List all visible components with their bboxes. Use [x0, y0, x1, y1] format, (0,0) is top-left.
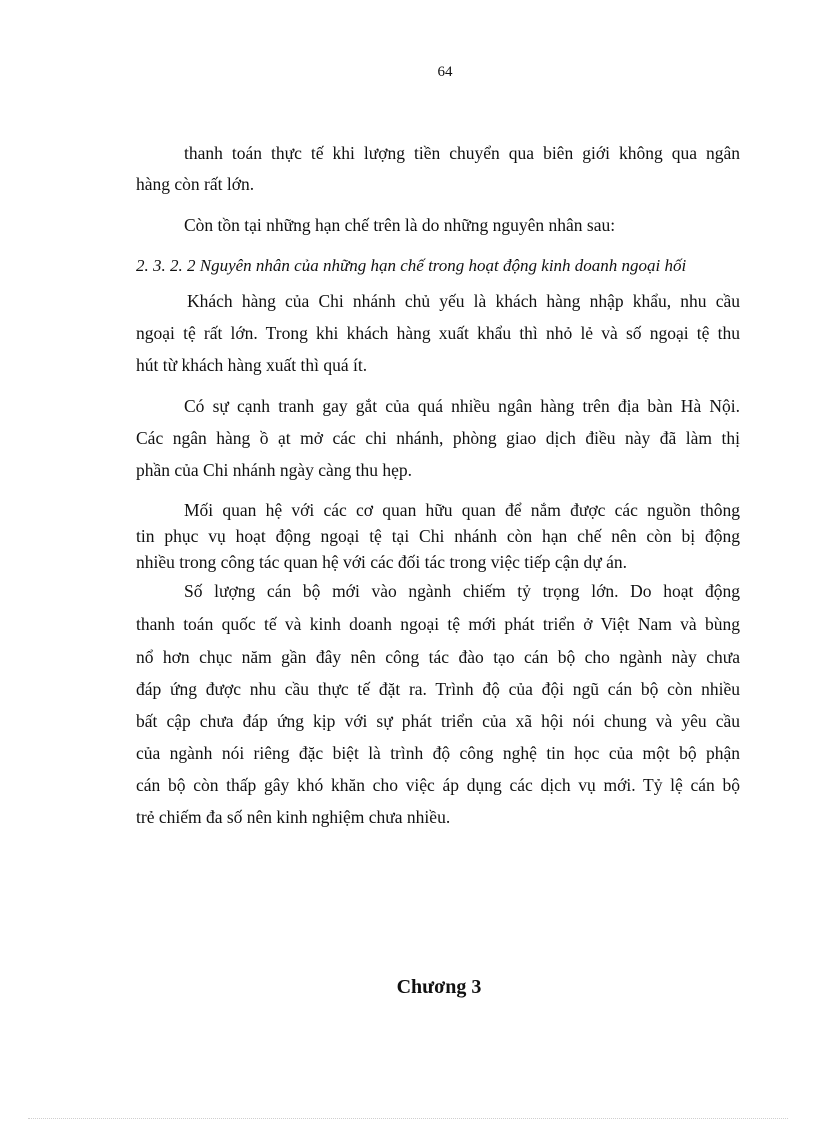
paragraph-line: hút từ khách hàng xuất thì quá ít. [136, 355, 368, 375]
section-heading: 2. 3. 2. 2 Nguyên nhân của những hạn chế trong hoạt động kinh doanh ngoại hối [136, 256, 687, 275]
paragraph-line: thanh toán quốc tế và kinh doanh ngoại tệ mới phát triển ở Việt Nam và bùng [136, 614, 740, 634]
paragraph-line: phần của Chi nhánh ngày càng thu hẹp. [136, 460, 413, 480]
paragraph-line: của ngành nói riêng đặc biệt là trình độ công nghệ tin học của một bộ phận [136, 743, 740, 763]
paragraph-line: Mối quan hệ với các cơ quan hữu quan để nắm được các nguồn thông [184, 500, 740, 520]
paragraph-line: nổ hơn chục năm gần đây nên công tác đào tạo cán bộ cho ngành này chưa [136, 647, 740, 667]
paragraph-line: Số lượng cán bộ mới vào ngành chiếm tỷ trọng lớn. Do hoạt động [184, 581, 740, 601]
paragraph-line: nhiều trong công tác quan hệ với các đối tác trong việc tiếp cận dự án. [136, 552, 628, 572]
paragraph-line: bất cập chưa đáp ứng kịp với sự phát triển của xã hội nói chung và yêu cầu [136, 711, 740, 731]
paragraph-line: thanh toán thực tế khi lượng tiền chuyển qua biên giới không qua ngân [184, 143, 740, 163]
paragraph-line: đáp ứng được nhu cầu thực tế đặt ra. Trình độ của đội ngũ cán bộ còn nhiều [136, 679, 740, 699]
paragraph-line: Khách hàng của Chi nhánh chủ yếu là khách hàng nhập khẩu, nhu cầu [187, 291, 740, 311]
paragraph-line: trẻ chiếm đa số nên kinh nghiệm chưa nhiều. [136, 807, 451, 827]
paragraph-line: Có sự cạnh tranh gay gắt của quá nhiều ngân hàng trên địa bàn Hà Nội. [184, 396, 740, 416]
paragraph-line: ngoại tệ rất lớn. Trong khi khách hàng xuất khẩu thì nhỏ lẻ và số ngoại tệ thu [136, 323, 740, 343]
paragraph-line: Còn tồn tại những hạn chế trên là do những nguyên nhân sau: [184, 215, 616, 235]
paragraph-line: hàng còn rất lớn. [136, 174, 255, 194]
page-bottom-divider [28, 1118, 788, 1119]
chapter-title: Chương 3 [396, 976, 482, 998]
paragraph-line: tin phục vụ hoạt động ngoại tệ tại Chi nhánh còn hạn chế nên còn bị động [136, 526, 740, 546]
page-number: 64 [437, 64, 453, 80]
paragraph-line: cán bộ còn thấp gây khó khăn cho việc áp dụng các dịch vụ mới. Tỷ lệ cán bộ [136, 775, 740, 795]
paragraph-line: Các ngân hàng ồ ạt mở các chi nhánh, phòng giao dịch điều này đã làm thị [136, 428, 740, 448]
